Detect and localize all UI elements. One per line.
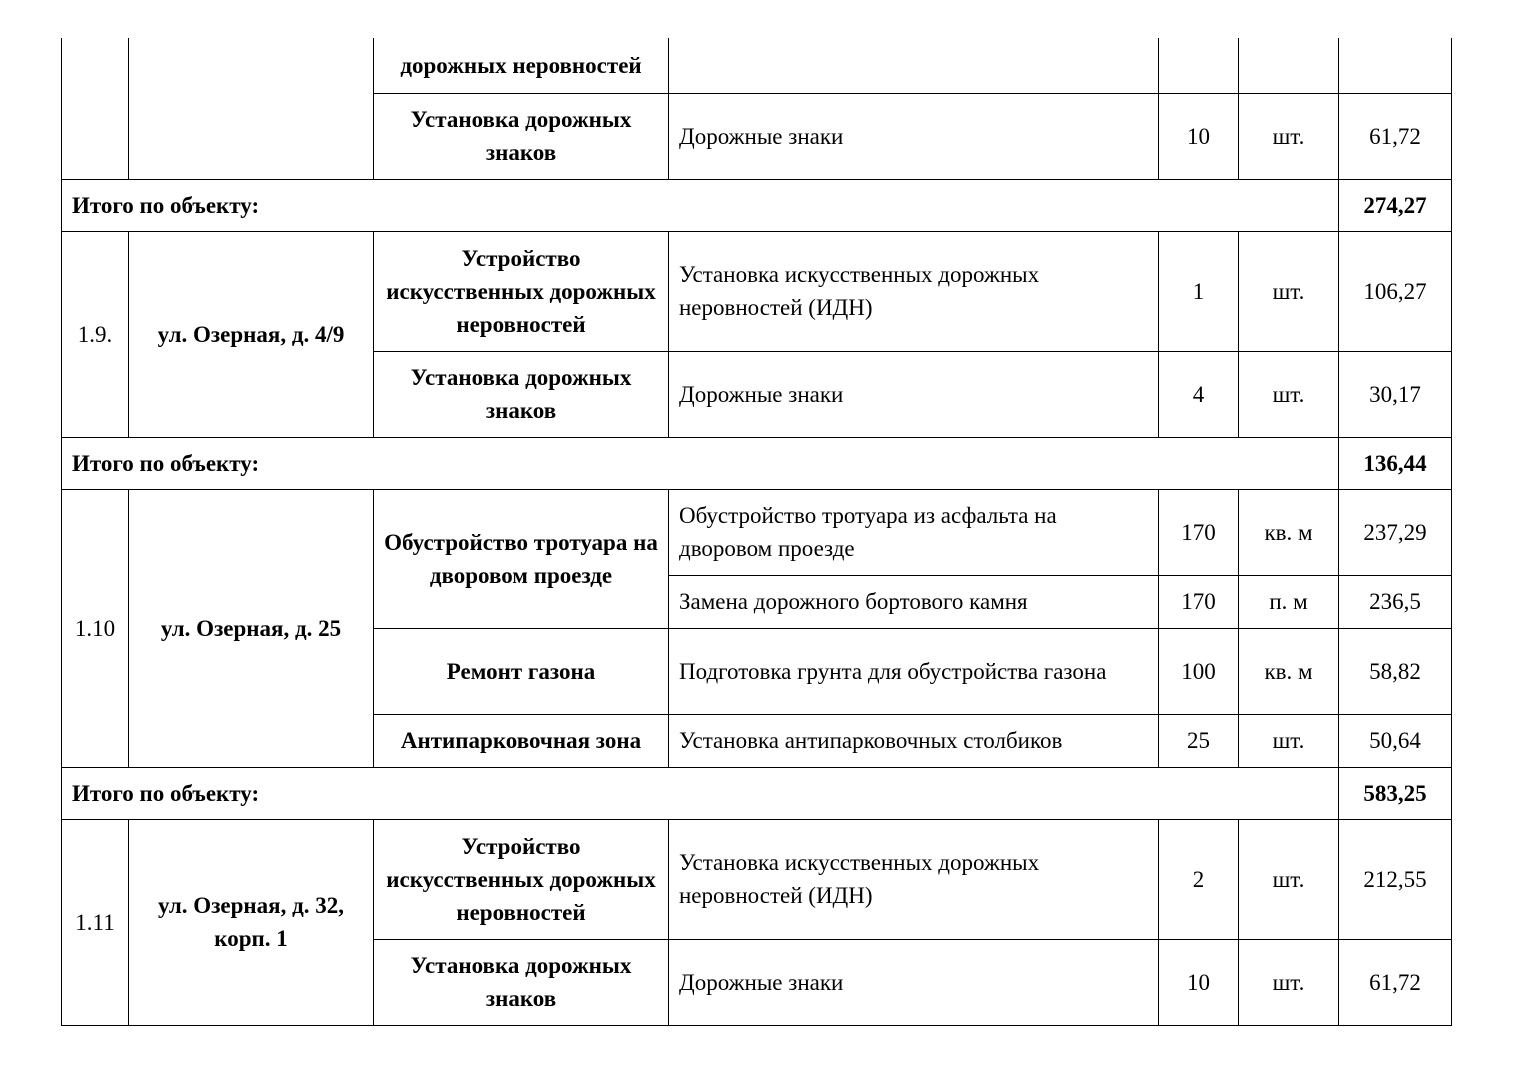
cost-cell: 58,82: [1339, 628, 1452, 714]
address-cell: ул. Озерная, д. 4/9: [129, 231, 374, 437]
desc-cell: Замена дорожного бортового камня: [669, 575, 1159, 628]
table-row: [62, 819, 1452, 939]
total-row: [62, 767, 1452, 819]
desc-cell: Дорожные знаки: [669, 93, 1159, 179]
total-label: Итого по объекту:: [62, 179, 1339, 231]
total-value: 136,44: [1339, 437, 1452, 489]
qty-cell: 2: [1159, 819, 1239, 939]
unit-cell: [1239, 38, 1339, 93]
work-cell: Ремонт газона: [374, 628, 669, 714]
works-table: [61, 38, 1452, 1026]
work-cell: Обустройство тротуара на дворовом проезде: [374, 489, 669, 628]
qty-cell: 4: [1159, 351, 1239, 437]
address-cell: ул. Озерная, д. 32, корп. 1: [129, 819, 374, 1025]
qty-cell: 170: [1159, 575, 1239, 628]
qty-cell: 10: [1159, 93, 1239, 179]
cost-cell: 212,55: [1339, 819, 1452, 939]
work-cell: Антипарковочная зона: [374, 714, 669, 767]
desc-cell: Обустройство тротуара из асфальта на дворовом проезде: [669, 489, 1159, 575]
unit-cell: шт.: [1239, 939, 1339, 1025]
total-value: 583,25: [1339, 767, 1452, 819]
unit-cell: кв. м: [1239, 489, 1339, 575]
num-cell: [62, 38, 129, 179]
cost-cell: 236,5: [1339, 575, 1452, 628]
qty-cell: 100: [1159, 628, 1239, 714]
document-sheet: [61, 38, 1451, 1026]
work-cell: Устройство искусственных дорожных неровностей: [374, 231, 669, 351]
cost-cell: [1339, 38, 1452, 93]
unit-cell: шт.: [1239, 819, 1339, 939]
cost-cell: 50,64: [1339, 714, 1452, 767]
work-cell: Устройство искусственных дорожных неровностей: [374, 819, 669, 939]
unit-cell: кв. м: [1239, 628, 1339, 714]
desc-cell: Дорожные знаки: [669, 351, 1159, 437]
desc-cell: [669, 38, 1159, 93]
cost-cell: 61,72: [1339, 93, 1452, 179]
desc-cell: Подготовка грунта для обустройства газона: [669, 628, 1159, 714]
cost-cell: 61,72: [1339, 939, 1452, 1025]
total-label: Итого по объекту:: [62, 437, 1339, 489]
total-label: Итого по объекту:: [62, 767, 1339, 819]
address-cell: [129, 38, 374, 179]
unit-cell: шт.: [1239, 231, 1339, 351]
address-cell: ул. Озерная, д. 25: [129, 489, 374, 767]
qty-cell: 170: [1159, 489, 1239, 575]
unit-cell: шт.: [1239, 93, 1339, 179]
desc-cell: Установка искусственных дорожных неровностей (ИДН): [669, 819, 1159, 939]
num-cell: 1.9.: [62, 231, 129, 437]
num-cell: 1.10: [62, 489, 129, 767]
unit-cell: шт.: [1239, 714, 1339, 767]
work-cell: Установка дорожных знаков: [374, 93, 669, 179]
qty-cell: 1: [1159, 231, 1239, 351]
qty-cell: 25: [1159, 714, 1239, 767]
cost-cell: 30,17: [1339, 351, 1452, 437]
desc-cell: Установка искусственных дорожных неровностей (ИДН): [669, 231, 1159, 351]
total-row: [62, 179, 1452, 231]
cost-cell: 106,27: [1339, 231, 1452, 351]
desc-cell: Дорожные знаки: [669, 939, 1159, 1025]
work-cell: Установка дорожных знаков: [374, 939, 669, 1025]
total-value: 274,27: [1339, 179, 1452, 231]
num-cell: 1.11: [62, 819, 129, 1025]
unit-cell: шт.: [1239, 351, 1339, 437]
work-cell: дорожных неровностей: [374, 38, 669, 93]
table-row: [62, 231, 1452, 351]
table-row: [62, 38, 1452, 93]
qty-cell: 10: [1159, 939, 1239, 1025]
desc-cell: Установка антипарковочных столбиков: [669, 714, 1159, 767]
cost-cell: 237,29: [1339, 489, 1452, 575]
unit-cell: п. м: [1239, 575, 1339, 628]
qty-cell: [1159, 38, 1239, 93]
table-row: [62, 489, 1452, 575]
work-cell: Установка дорожных знаков: [374, 351, 669, 437]
total-row: [62, 437, 1452, 489]
